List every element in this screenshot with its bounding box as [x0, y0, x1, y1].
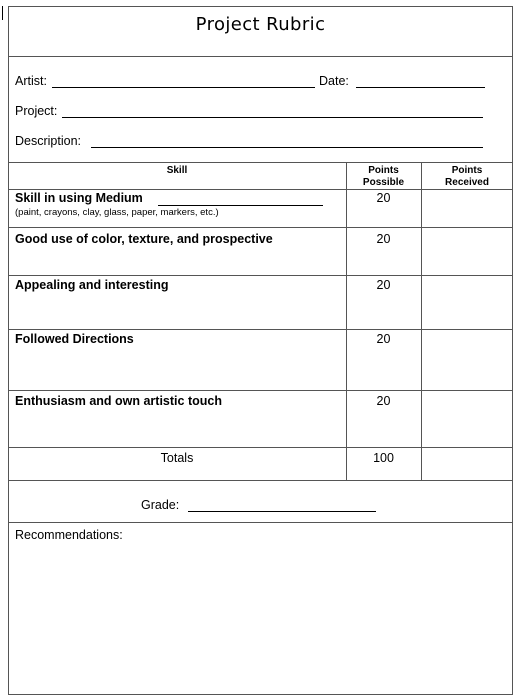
grade-field[interactable] [188, 511, 376, 512]
column-divider-received [421, 162, 422, 480]
totals-label: Totals [160, 451, 194, 465]
grade-divider [8, 522, 513, 523]
header-points-possible: Points Possible [362, 165, 405, 188]
page-title: Project Rubric [195, 14, 326, 35]
corner-mark [2, 6, 3, 20]
project-field[interactable] [62, 117, 483, 118]
medium-field[interactable] [158, 205, 323, 206]
table-bottom-border [8, 480, 513, 481]
page-border [8, 6, 513, 695]
recommendations-label: Recommendations: [15, 528, 123, 542]
project-label: Project: [15, 104, 58, 118]
column-divider-possible [346, 162, 347, 480]
date-label: Date: [319, 74, 349, 88]
artist-field[interactable] [52, 87, 315, 88]
skill-medium-examples: (paint, crayons, clay, glass, paper, markers, etc.) [15, 207, 219, 218]
row-divider [8, 447, 513, 448]
grade-label: Grade: [141, 498, 180, 512]
totals-points: 100 [373, 451, 394, 465]
row-divider [8, 329, 513, 330]
description-label: Description: [15, 134, 81, 148]
title-divider [8, 56, 513, 57]
skill-appealing: Appealing and interesting [15, 278, 169, 292]
points-color-texture: 20 [376, 232, 391, 246]
skill-enthusiasm: Enthusiasm and own artistic touch [15, 394, 222, 408]
description-field[interactable] [91, 147, 483, 148]
artist-label: Artist: [15, 74, 47, 88]
points-appealing: 20 [376, 278, 391, 292]
row-divider [8, 390, 513, 391]
row-divider [8, 275, 513, 276]
skill-directions: Followed Directions [15, 332, 134, 346]
row-divider [8, 227, 513, 228]
header-points-received: Points Received [445, 165, 489, 188]
skill-color-texture: Good use of color, texture, and prospective [15, 232, 273, 246]
date-field[interactable] [356, 87, 485, 88]
points-enthusiasm: 20 [376, 394, 391, 408]
skill-medium: Skill in using Medium [15, 191, 143, 205]
points-medium: 20 [376, 191, 391, 205]
table-top-border [8, 162, 513, 163]
header-skill: Skill [166, 165, 188, 176]
header-divider [8, 189, 513, 190]
points-directions: 20 [376, 332, 391, 346]
